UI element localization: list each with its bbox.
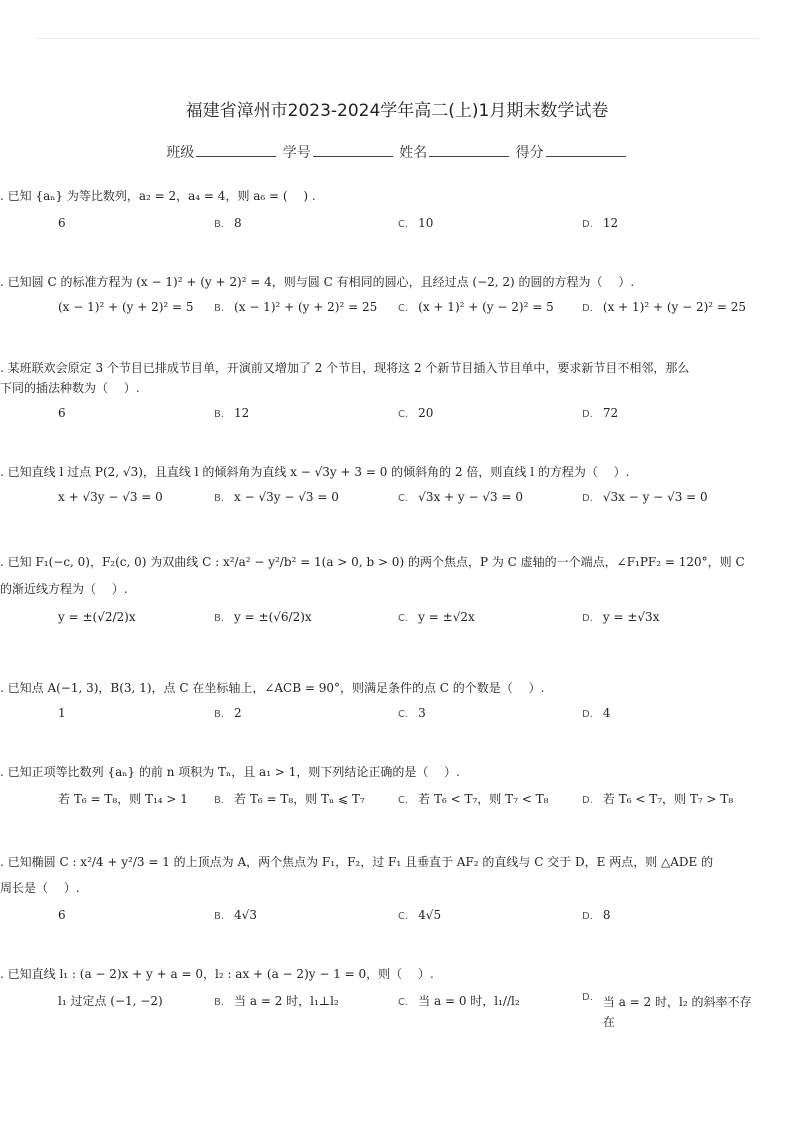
option-label: C.	[398, 997, 409, 1008]
student-info-line	[0, 142, 794, 162]
option-text: (x + 1)² + (y − 2)² = 5	[418, 300, 554, 314]
option-label: D.	[582, 219, 593, 230]
option-row	[0, 406, 794, 436]
option-d	[582, 406, 618, 420]
option-text: 当 a = 0 时，l₁//l₂	[418, 994, 520, 1008]
option-b	[214, 300, 377, 314]
option-c	[398, 992, 520, 1009]
option-label: D.	[582, 409, 593, 420]
number-blank	[313, 144, 393, 157]
option-label: B.	[214, 219, 225, 230]
question-stem: . 已知圆 C 的标准方程为 (x − 1)² + (y + 2)² = 4，则与圆 C 有相同的圆心，且经过点 (−2, 2) 的圆的方程为（ ）.	[0, 275, 635, 289]
option-label: B.	[214, 409, 225, 420]
option-text: (x − 1)² + (y + 2)² = 25	[234, 300, 378, 314]
question-stem: . 已知椭圆 C : x²/4 + y²/3 = 1 的上顶点为 A，两个焦点为 F₁，F₂，过 F₁ 且垂直于 AF₂ 的直线与 C 交于 D，E 两点，则 △ADE 的	[0, 855, 714, 869]
option-row	[0, 216, 794, 246]
question-stem-continued: 下同的插法种数为（ ）.	[0, 381, 140, 395]
option-a	[48, 790, 188, 807]
option-b	[214, 216, 242, 230]
option-text: 6	[58, 908, 66, 922]
option-text: y = ±√3x	[602, 610, 660, 624]
option-b	[214, 992, 339, 1009]
question-stem: . 已知正项等比数列 {aₙ} 的前 n 项积为 Tₙ，且 a₁ > 1，则下列结论正确的是（ ）.	[0, 765, 460, 779]
option-text: 当 a = 2 时，l₁⊥l₂	[234, 994, 339, 1008]
option-label: D.	[582, 493, 593, 504]
option-label: C.	[398, 493, 409, 504]
option-label: C.	[398, 409, 409, 420]
option-text: √3x + y − √3 = 0	[418, 490, 523, 504]
option-label: B.	[214, 303, 225, 314]
option-text: 72	[602, 406, 619, 420]
option-text: 8	[602, 908, 611, 922]
option-text: x + √3y − √3 = 0	[58, 490, 163, 504]
option-a	[48, 610, 136, 624]
option-c	[398, 790, 548, 807]
option-text: l₁ 过定点 (−1, −2)	[58, 994, 163, 1008]
option-d	[582, 992, 753, 1032]
option-text: 若 T₆ < T₇，则 T₇ < T₈	[418, 792, 549, 806]
option-a	[48, 406, 66, 420]
class-label: 班级	[166, 145, 195, 161]
option-label: D.	[582, 303, 593, 314]
option-d	[582, 610, 659, 624]
option-text: (x − 1)² + (y + 2)² = 5	[58, 300, 194, 314]
option-c	[398, 706, 426, 720]
option-d	[582, 216, 618, 230]
option-text: 12	[602, 216, 619, 230]
option-label: D.	[582, 911, 593, 922]
option-label: C.	[398, 219, 409, 230]
option-label: D.	[582, 992, 593, 1003]
option-d	[582, 706, 611, 720]
option-a	[48, 490, 163, 504]
option-row	[0, 790, 794, 820]
option-label: D.	[582, 709, 593, 720]
option-label: B.	[214, 795, 225, 806]
question-stem: . 某班联欢会原定 3 个节目已排成节目单，开演前又增加了 2 个节目，现将这 2 个新节目插入节目单中，要求新节目不相邻，那么	[0, 361, 690, 375]
option-label: C.	[398, 911, 409, 922]
option-label: D.	[582, 613, 593, 624]
option-b	[214, 706, 242, 720]
option-label: D.	[582, 795, 593, 806]
option-text: 4	[602, 706, 611, 720]
option-text: 12	[234, 406, 250, 420]
option-c	[398, 216, 433, 230]
option-text: 3	[418, 706, 426, 720]
option-row	[0, 490, 794, 520]
option-label: C.	[398, 613, 409, 624]
score-blank	[546, 144, 626, 157]
option-text: 6	[58, 406, 66, 420]
option-label: B.	[214, 911, 225, 922]
question-stem-continued: 的渐近线方程为（ ）.	[0, 582, 128, 596]
option-text: 8	[234, 216, 242, 230]
question-stem-continued: 周长是（ ）.	[0, 881, 80, 895]
option-a	[48, 300, 194, 314]
option-row	[0, 706, 794, 736]
option-d	[582, 300, 746, 314]
option-label: C.	[398, 795, 409, 806]
question-stem: . 已知直线 l₁ : (a − 2)x + y + a = 0，l₂ : ax + (a − 2)y − 1 = 0，则（ ）.	[0, 967, 434, 981]
option-label: C.	[398, 709, 409, 720]
option-text: √3x − y − √3 = 0	[602, 490, 708, 504]
question-stem: . 已知直线 l 过点 P(2, √3)，且直线 l 的倾斜角为直线 x − √3y + 3 = 0 的倾斜角的 2 倍，则直线 l 的方程为（ ）.	[0, 465, 630, 479]
option-a	[48, 706, 66, 720]
option-text: 20	[418, 406, 434, 420]
option-b	[214, 908, 257, 922]
option-row	[0, 992, 794, 1036]
option-d	[582, 490, 708, 504]
option-text: 6	[58, 216, 66, 230]
page-title: 福建省漳州市2023-2024学年高二(上)1月期末数学试卷	[185, 101, 609, 121]
option-row	[0, 610, 794, 640]
option-text: 4√5	[418, 908, 442, 922]
top-divider	[36, 38, 758, 39]
score-label: 得分	[515, 145, 544, 161]
option-a	[48, 216, 66, 230]
option-text: 若 T₆ = T₈，则 Tₙ ⩽ T₇	[234, 792, 365, 806]
option-text: 1	[58, 706, 66, 720]
question-stem: . 已知 F₁(−c, 0)，F₂(c, 0) 为双曲线 C : x²/a² − y²/b² = 1(a > 0, b > 0) 的两个焦点，P 为 C 虚轴的一个端点，∠F₁PF₂ = 120°，则 C	[0, 555, 745, 569]
option-text: 若 T₆ = T₈，则 T₁₄ > 1	[58, 792, 188, 806]
option-b	[214, 490, 339, 504]
option-b	[214, 406, 249, 420]
option-text: y = ±(√2/2)x	[58, 610, 136, 624]
option-label: B.	[214, 493, 225, 504]
option-text: 2	[234, 706, 242, 720]
class-blank	[196, 144, 276, 157]
question-stem: . 已知点 A(−1, 3)，B(3, 1)，点 C 在坐标轴上，∠ACB = 90°，则满足条件的点 C 的个数是（ ）.	[0, 681, 545, 695]
option-d	[582, 908, 611, 922]
option-a	[48, 908, 66, 922]
option-label: B.	[214, 997, 225, 1008]
number-label: 学号	[282, 145, 311, 161]
option-text: y = ±(√6/2)x	[234, 610, 312, 624]
question-stem: . 已知 {aₙ} 为等比数列，a₂ = 2，a₄ = 4，则 a₆ = ( ) .	[0, 189, 316, 203]
option-a	[48, 992, 163, 1009]
option-label: C.	[398, 303, 409, 314]
option-b	[214, 790, 365, 807]
option-c	[398, 610, 475, 624]
option-row	[0, 300, 794, 330]
option-text: 当 a = 2 时，l₂ 的斜率不存在	[602, 995, 752, 1029]
option-text: 若 T₆ < T₇，则 T₇ > T₈	[602, 792, 734, 806]
option-b	[214, 610, 312, 624]
option-label: B.	[214, 613, 225, 624]
option-text: x − √3y − √3 = 0	[234, 490, 339, 504]
option-text: (x + 1)² + (y − 2)² = 25	[602, 300, 747, 314]
name-label: 姓名	[399, 145, 428, 161]
option-c	[398, 300, 554, 314]
option-row	[0, 908, 794, 938]
option-c	[398, 490, 523, 504]
option-text: 10	[418, 216, 434, 230]
option-d	[582, 790, 733, 807]
option-label: B.	[214, 709, 225, 720]
name-blank	[429, 144, 509, 157]
option-text: y = ±√2x	[418, 610, 475, 624]
option-c	[398, 908, 441, 922]
option-c	[398, 406, 433, 420]
option-text: 4√3	[234, 908, 257, 922]
